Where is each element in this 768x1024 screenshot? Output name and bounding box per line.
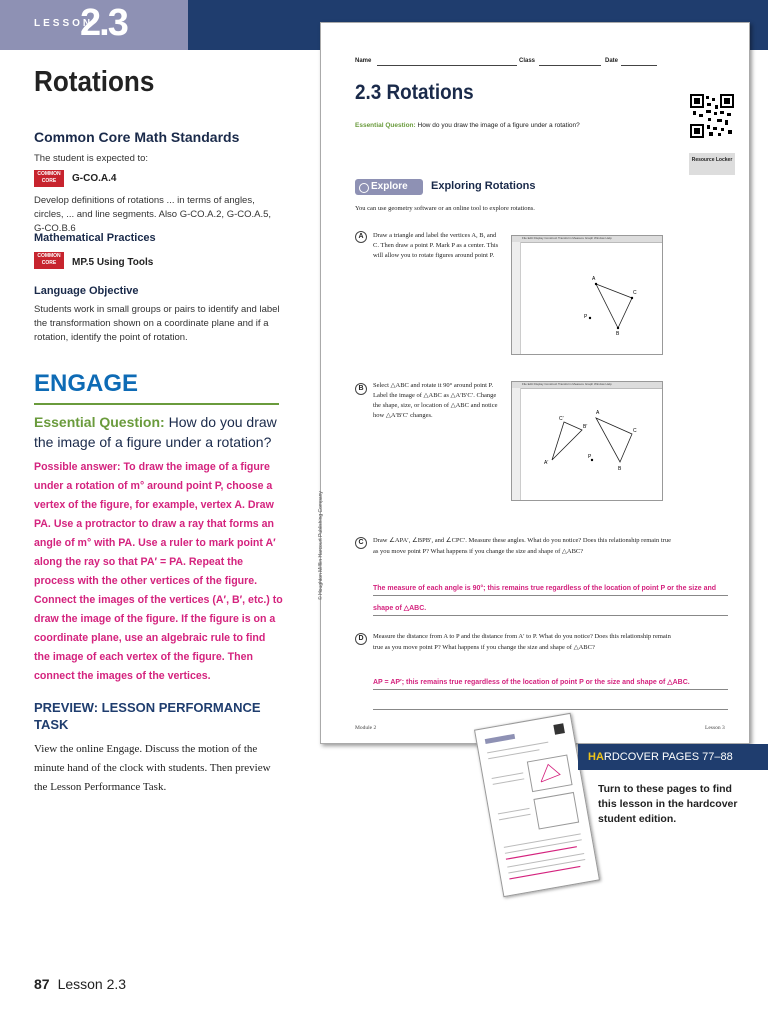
svg-text:C: C — [633, 290, 637, 296]
common-core-badge-2: COMMON CORE — [34, 252, 64, 269]
language-heading: Language Objective — [34, 285, 139, 297]
step-b-marker: B — [355, 383, 367, 395]
step-d-marker: D — [355, 633, 367, 645]
svg-text:B: B — [618, 466, 622, 472]
step-a-text: Draw a triangle and label the vertices A, B, and C. Then draw a point P. Mark P as a center. This will allow you to rotate figures around point P. — [373, 232, 499, 259]
practices-heading: Mathematical Practices — [34, 232, 156, 244]
step-d-answer: AP = AP′; this remains true regardless of the location of point P or the size and shape of △ABC. — [373, 679, 690, 686]
footer-page-number: 87 — [34, 976, 50, 992]
hardcover-bar — [578, 744, 768, 770]
step-a-marker: A — [355, 231, 367, 243]
resource-locker[interactable]: Resource Locker — [689, 153, 735, 175]
module-label: Module 2 — [355, 725, 377, 731]
copyright-text: © Houghton Mifflin Harcourt Publishing Company — [318, 491, 324, 600]
preview-heading: PREVIEW: LESSON PERFORMANCE TASK — [34, 700, 261, 732]
menu-bar-a: File Edit Display Construct Transform Measure Graph Window Help — [522, 236, 612, 240]
name-field — [355, 58, 371, 64]
svg-text:A: A — [592, 276, 596, 282]
software-screenshot-b — [511, 381, 663, 501]
standard-code: G-CO.A.4 — [72, 173, 117, 184]
qr-code-icon — [689, 93, 735, 139]
footer-label: Lesson 2.3 — [57, 976, 127, 992]
class-label: Class — [519, 58, 536, 64]
svg-text:B: B — [616, 331, 620, 337]
svg-text:P: P — [584, 314, 588, 320]
triangle-diagram-a — [512, 236, 662, 354]
explore-title: Exploring Rotations — [431, 180, 536, 192]
practice-item: MP.5 Using Tools — [72, 257, 154, 268]
explore-icon — [359, 183, 369, 193]
triangle-diagram-b — [512, 382, 662, 500]
common-core-badge: COMMON CORE — [34, 170, 64, 187]
svg-text:A: A — [596, 410, 600, 416]
student-eq — [355, 122, 580, 129]
explore-intro: You can use geometry software or an online tool to explore rotations. — [355, 205, 535, 212]
date-label: Date — [605, 58, 619, 64]
engage-divider — [34, 403, 279, 405]
preview-text: View the online Engage. Discuss the motion of the minute hand of the clock with students. Then preview the Lesson Performance Task. — [34, 743, 271, 793]
standard-description: Develop definitions of rotations ... in terms of angles, circles, ... and line segments. Also G-CO.A.2, G-CO.A.5, G-CO.B.6 — [34, 195, 272, 234]
hardcover-instructions: Turn to these pages to find this lesson in the hardcover student edition. — [598, 783, 738, 825]
lesson-label-small: Lesson 3 — [705, 725, 725, 731]
language-text: Students work in small groups or pairs to identify and label the transformation shown on a coordinate plane and if a rotation, identify the point of rotation. — [34, 304, 280, 343]
step-c-text: Draw ∠APA′, ∠BPB′, and ∠CPC′. Measure these angles. What do you notice? Does this relationship remain true as you move point P? What happens if you change the size and shape of △ABC? — [373, 537, 671, 555]
step-b-text: Select △ABC and rotate it 90° around point P. Label the image of △ABC as △A′B′C′. Change the shape, size, or location of △ABC and notice how △A′B′C′ changes. — [373, 382, 498, 419]
eq-label: Essential Question: — [34, 414, 165, 430]
student-page-preview — [320, 22, 750, 744]
explore-label: Explore — [371, 181, 408, 192]
svg-text:C′: C′ — [559, 416, 564, 422]
possible-answer: Possible answer: To draw the image of a figure under a rotation of m° around point P, choose a vertex of the figure, for example, vertex A. Draw PA. Use a protractor to draw a ray that forms an angle of m° with PA. Use a ruler to mark point A′ along the ray so that PA′ = PA. Repeat the process with the other vertices of the figure. Connect the images of the vertices (A′, B′, etc.) to draw the image of the figure. If the figure is on a coordinate plane, use an algebraic rule to find the image of each vertex of the figure. Then connect the images of the vertices. — [34, 461, 283, 682]
essential-question — [34, 412, 284, 452]
svg-text:P: P — [588, 454, 592, 460]
page-footer — [34, 976, 126, 992]
student-eq-text: How do you draw the image of a figure under a rotation? — [417, 122, 580, 129]
page-title: Rotations — [34, 66, 155, 98]
lesson-label: LESSON — [34, 18, 94, 29]
student-title: 2.3 Rotations — [355, 81, 474, 104]
standards-heading: Common Core Math Standards — [34, 129, 240, 145]
eq-text: How do you draw the image of a figure under a rotation? — [34, 414, 277, 450]
student-eq-label: Essential Question: — [355, 122, 416, 129]
expected-text: The student is expected to: — [34, 153, 149, 164]
software-screenshot-a — [511, 235, 663, 355]
lesson-number: 2.3 — [80, 2, 127, 44]
hardcover-bar-prefix: HA — [588, 751, 604, 763]
hardcover-bar-text: RDCOVER PAGES 77–88 — [603, 751, 733, 763]
menu-bar-b: File Edit Display Construct Transform Measure Graph Window Help — [522, 382, 612, 386]
svg-text:C: C — [633, 428, 637, 434]
svg-text:B′: B′ — [583, 424, 588, 430]
svg-text:A′: A′ — [544, 460, 549, 466]
step-c-marker: C — [355, 537, 367, 549]
name-label: Name — [355, 58, 372, 64]
engage-heading: ENGAGE — [34, 370, 139, 397]
step-d-text: Measure the distance from A to P and the distance from A′ to P. What do you notice? Does this relationship remain true as you move point P? What happens if you change the size and shape of △ABC? — [373, 633, 671, 651]
step-c-answer: The measure of each angle is 90°; this remains true regardless of the location of point P or the size and shape of △ABC. — [373, 585, 717, 612]
